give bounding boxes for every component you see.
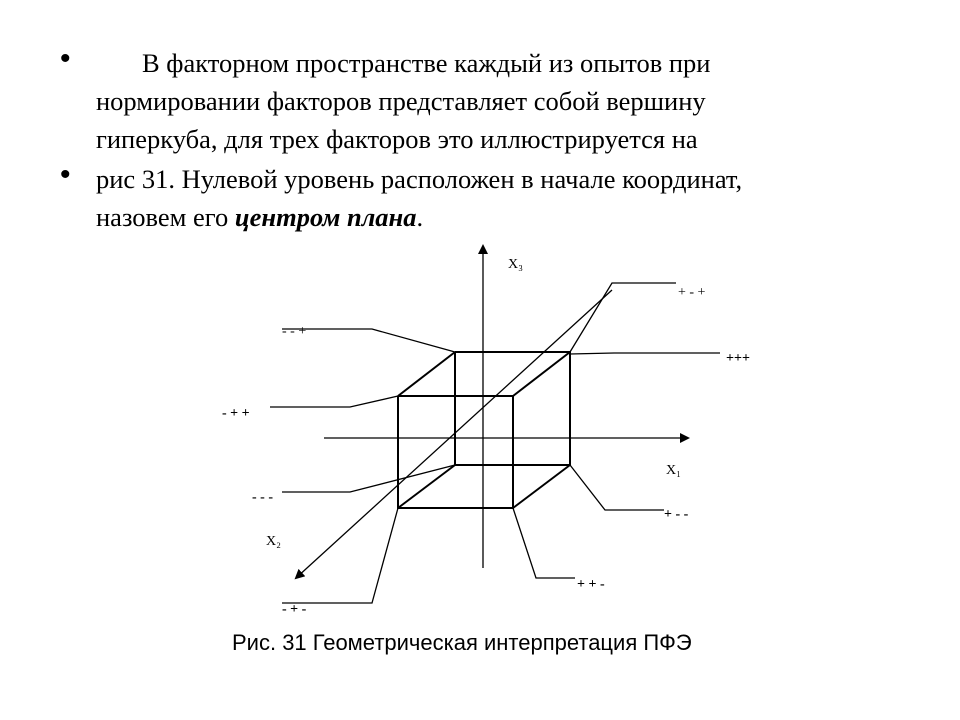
text-line: гиперкуба, для трех факторов это иллюстрируется на — [96, 124, 698, 154]
vertex-label: + - - — [664, 507, 689, 522]
text-line: рис 31. Нулевой уровень расположен в начале координат, — [96, 164, 743, 194]
leader-line — [570, 465, 664, 510]
vertex-label: +++ — [726, 351, 750, 366]
text-line: назовем его центром плана. — [96, 202, 424, 232]
leader-line — [513, 508, 575, 578]
bullet-marker: • — [60, 42, 71, 75]
cube-edge — [513, 465, 570, 508]
cube-edge — [398, 352, 455, 396]
leader-line — [282, 465, 455, 492]
emphasis-term: центром плана — [234, 202, 417, 232]
text-line: В факторном пространстве каждый из опытов при — [142, 48, 711, 78]
leader-line — [282, 329, 455, 352]
vertex-label: - + - — [282, 602, 307, 617]
axis-label-x3: X₃ — [508, 257, 523, 272]
leader-line — [270, 396, 398, 407]
vertex-label: - + + — [222, 406, 250, 421]
axis-label-x1: X₁ — [666, 463, 681, 478]
cube-edge — [398, 465, 455, 508]
vertex-label: - - + — [282, 324, 307, 339]
cube-edge — [513, 352, 570, 396]
leader-line — [282, 508, 398, 603]
text-line: нормировании факторов представляет собой вершину — [96, 86, 706, 116]
leader-line — [570, 283, 676, 352]
leader-line — [570, 353, 720, 354]
vertex-label: + + - — [577, 577, 605, 592]
vertex-label: + - + — [678, 285, 706, 300]
figure-caption: Рис. 31 Геометрическая интерпретация ПФЭ — [232, 630, 692, 655]
vertex-label: - - - — [252, 490, 273, 505]
bullet-marker: • — [60, 158, 71, 191]
axis-label-x2: X₂ — [266, 534, 281, 549]
